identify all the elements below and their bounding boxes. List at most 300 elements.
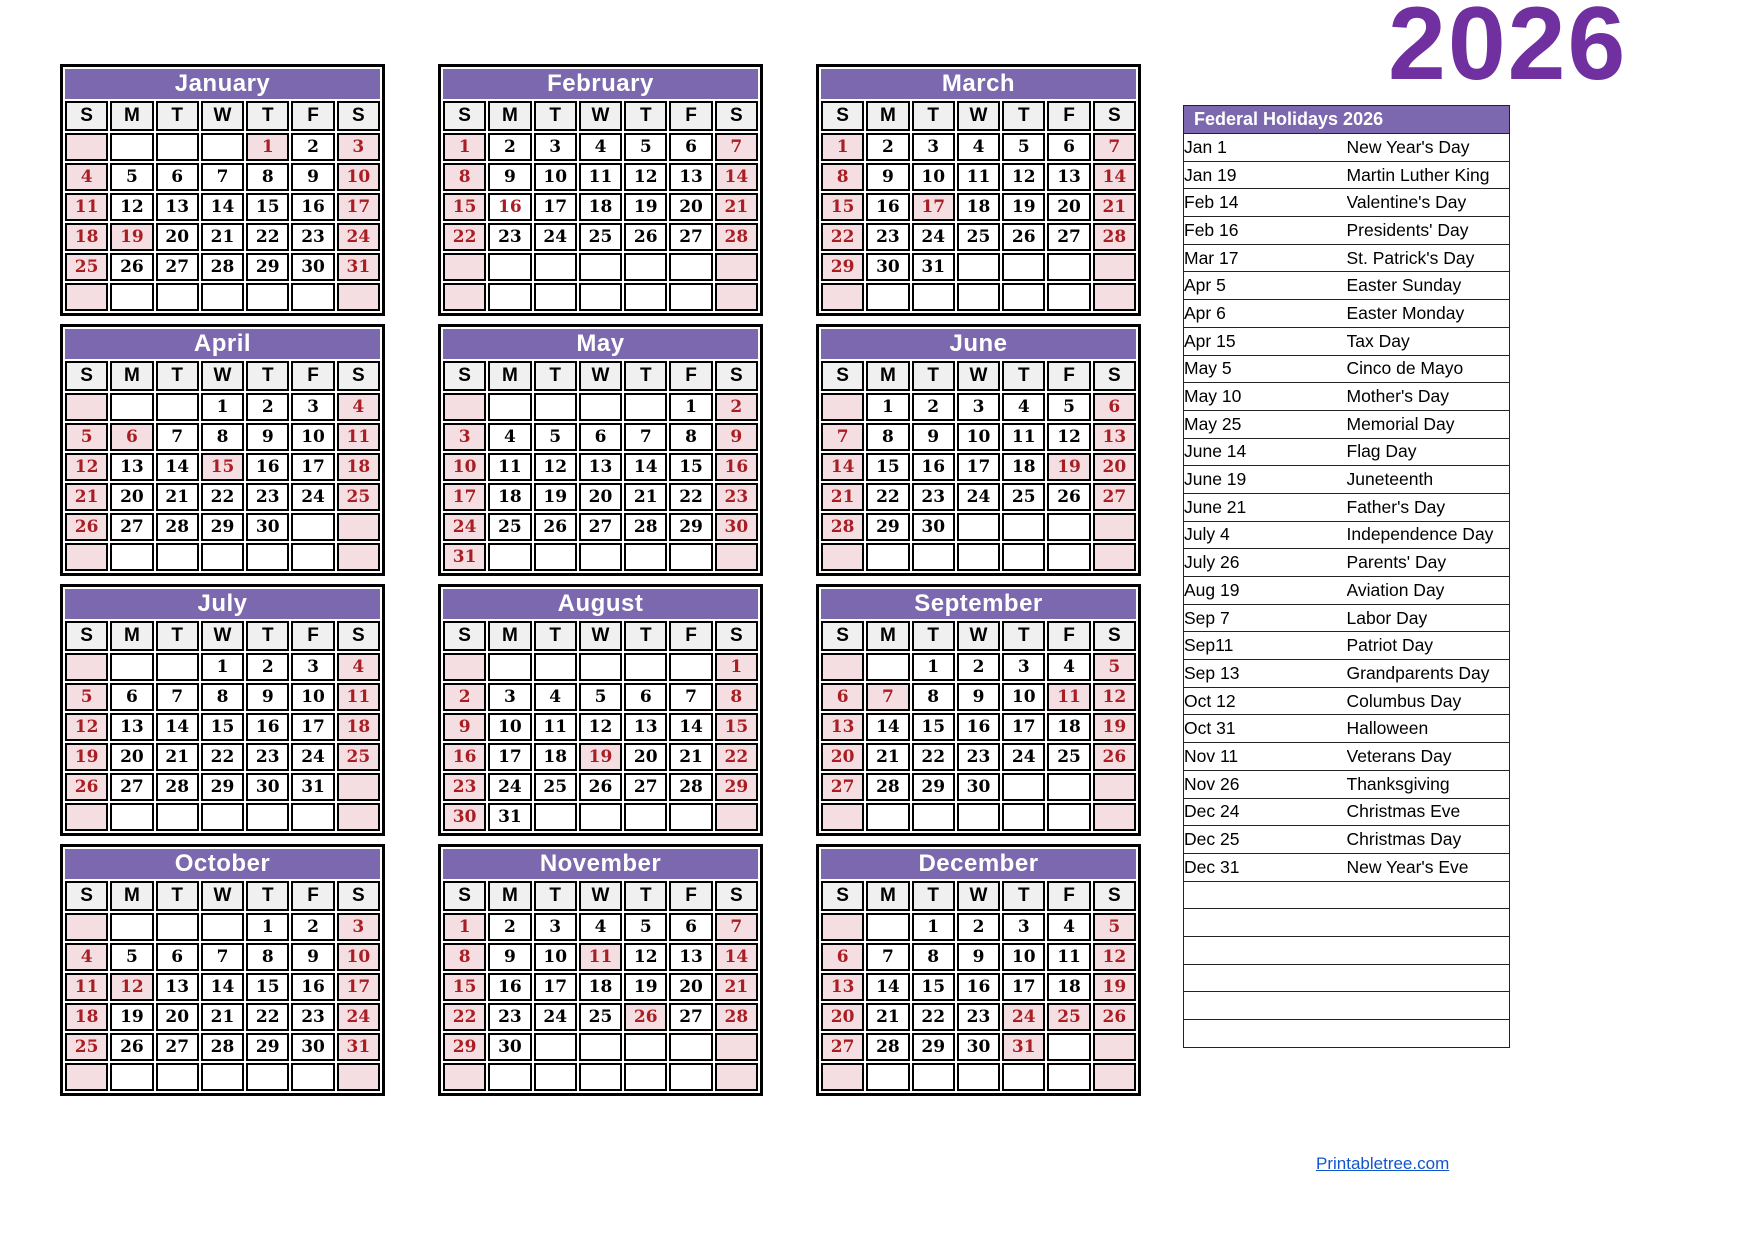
day-cell: [1002, 283, 1045, 311]
day-cell: 29: [912, 1033, 955, 1061]
day-cell: 12: [579, 713, 622, 741]
day-cell: 16: [957, 713, 1000, 741]
day-cell: 27: [156, 1033, 199, 1061]
day-cell: 21: [866, 1003, 909, 1031]
day-cell: [534, 253, 577, 281]
day-cell: 28: [669, 773, 712, 801]
weekday-header: T: [1002, 621, 1045, 651]
day-cell: 27: [110, 773, 153, 801]
day-cell: 17: [443, 483, 486, 511]
day-cell: [337, 803, 380, 831]
day-cell: 25: [1047, 1003, 1090, 1031]
holiday-date: Dec 31: [1184, 853, 1347, 881]
weekday-header: W: [201, 101, 244, 131]
day-cell: 6: [669, 913, 712, 941]
day-cell: 1: [246, 913, 289, 941]
day-cell: 24: [337, 1003, 380, 1031]
day-cell: [579, 253, 622, 281]
day-cell: 5: [1093, 913, 1136, 941]
day-cell: [65, 1063, 108, 1091]
day-cell: [1093, 1033, 1136, 1061]
day-cell: 4: [65, 163, 108, 191]
day-cell: 21: [715, 973, 758, 1001]
day-cell: [337, 513, 380, 541]
day-cell: 2: [246, 653, 289, 681]
day-cell: 9: [488, 943, 531, 971]
day-cell: 1: [443, 913, 486, 941]
day-cell: 13: [821, 973, 864, 1001]
weekday-header: F: [291, 361, 334, 391]
month-title: November: [443, 849, 758, 879]
printabletree-link[interactable]: Printabletree.com: [1316, 1154, 1450, 1173]
day-cell: 4: [337, 653, 380, 681]
day-cell: 26: [65, 513, 108, 541]
day-cell: 14: [624, 453, 667, 481]
day-cell: 6: [821, 683, 864, 711]
month-april: [60, 324, 385, 548]
holiday-name: Juneteenth: [1347, 466, 1510, 494]
day-cell: [534, 1063, 577, 1091]
day-cell: 8: [246, 163, 289, 191]
day-cell: [337, 283, 380, 311]
day-cell: 24: [1002, 743, 1045, 771]
day-cell: 16: [246, 713, 289, 741]
day-cell: [488, 253, 531, 281]
day-cell: 30: [246, 513, 289, 541]
day-cell: 27: [579, 513, 622, 541]
holiday-empty-row: [1184, 936, 1509, 964]
day-cell: [624, 283, 667, 311]
day-cell: [821, 543, 864, 571]
day-cell: [821, 393, 864, 421]
weekday-header: F: [669, 881, 712, 911]
weekday-header: T: [534, 361, 577, 391]
holiday-row: [1184, 189, 1509, 217]
day-cell: [1002, 513, 1045, 541]
holiday-date: June 21: [1184, 493, 1347, 521]
holiday-row: [1184, 715, 1509, 743]
holiday-empty-row: [1184, 909, 1509, 937]
day-cell: [957, 283, 1000, 311]
month-title: December: [821, 849, 1136, 879]
day-cell: [110, 1063, 153, 1091]
weekday-header: W: [579, 361, 622, 391]
day-cell: 16: [291, 193, 334, 221]
day-cell: [821, 913, 864, 941]
day-cell: [715, 1063, 758, 1091]
day-cell: 26: [624, 223, 667, 251]
day-cell: 14: [156, 453, 199, 481]
month-may: [438, 324, 763, 567]
day-cell: 25: [1002, 483, 1045, 511]
day-cell: [65, 133, 108, 161]
calendar-table: [60, 64, 385, 316]
day-cell: 16: [488, 193, 531, 221]
holiday-date: Feb 14: [1184, 189, 1347, 217]
weekday-header: S: [1093, 361, 1136, 391]
day-cell: [715, 803, 758, 831]
day-cell: [669, 253, 712, 281]
day-cell: 2: [488, 133, 531, 161]
day-cell: 7: [669, 683, 712, 711]
day-cell: [579, 283, 622, 311]
holiday-date: July 4: [1184, 521, 1347, 549]
day-cell: 23: [246, 743, 289, 771]
day-cell: 1: [669, 393, 712, 421]
holiday-row: [1184, 134, 1509, 162]
calendar-table: [816, 324, 1141, 576]
weekday-header: M: [110, 101, 153, 131]
day-cell: 9: [291, 163, 334, 191]
holiday-row: [1184, 244, 1509, 272]
day-cell: [246, 803, 289, 831]
day-cell: 26: [579, 773, 622, 801]
day-cell: 6: [110, 683, 153, 711]
day-cell: 6: [579, 423, 622, 451]
day-cell: 22: [443, 223, 486, 251]
holiday-name: New Year's Eve: [1347, 853, 1510, 881]
day-cell: [156, 803, 199, 831]
day-cell: 23: [715, 483, 758, 511]
day-cell: [579, 1063, 622, 1091]
day-cell: 29: [443, 1033, 486, 1061]
day-cell: 11: [579, 943, 622, 971]
day-cell: 24: [488, 773, 531, 801]
day-cell: 9: [957, 943, 1000, 971]
weekday-header: M: [488, 101, 531, 131]
day-cell: 25: [1047, 743, 1090, 771]
day-cell: [821, 283, 864, 311]
weekday-header: F: [291, 621, 334, 651]
day-cell: 29: [715, 773, 758, 801]
day-cell: [443, 283, 486, 311]
day-cell: [1093, 803, 1136, 831]
day-cell: 5: [110, 943, 153, 971]
day-cell: 2: [912, 393, 955, 421]
day-cell: 30: [957, 1033, 1000, 1061]
holiday-name: Tax Day: [1347, 327, 1510, 355]
day-cell: 11: [1002, 423, 1045, 451]
day-cell: 8: [912, 683, 955, 711]
day-cell: 6: [669, 133, 712, 161]
day-cell: 23: [291, 1003, 334, 1031]
day-cell: 27: [821, 773, 864, 801]
holiday-name: Grandparents Day: [1347, 660, 1510, 688]
day-cell: 13: [1047, 163, 1090, 191]
holiday-date: May 5: [1184, 355, 1347, 383]
holiday-empty-row: [1184, 1020, 1509, 1048]
day-cell: 20: [156, 223, 199, 251]
day-cell: 18: [65, 1003, 108, 1031]
day-cell: [156, 393, 199, 421]
day-cell: 11: [337, 683, 380, 711]
day-cell: 23: [488, 223, 531, 251]
day-cell: 4: [1002, 393, 1045, 421]
month-title: May: [443, 329, 758, 359]
day-cell: 16: [866, 193, 909, 221]
day-cell: 2: [957, 913, 1000, 941]
day-cell: [1093, 283, 1136, 311]
day-cell: 30: [443, 803, 486, 831]
month-march: [816, 64, 1141, 288]
day-cell: 22: [443, 1003, 486, 1031]
day-cell: 10: [912, 163, 955, 191]
holiday-empty-cell: [1184, 1020, 1347, 1048]
day-cell: [624, 253, 667, 281]
day-cell: [821, 653, 864, 681]
holiday-row: [1184, 355, 1509, 383]
weekday-header: T: [912, 101, 955, 131]
weekday-header: T: [624, 361, 667, 391]
day-cell: [65, 913, 108, 941]
weekday-header: F: [1047, 361, 1090, 391]
day-cell: 23: [246, 483, 289, 511]
weekday-header: W: [957, 101, 1000, 131]
holiday-empty-cell: [1184, 936, 1347, 964]
day-cell: 16: [488, 973, 531, 1001]
day-cell: 10: [291, 683, 334, 711]
day-cell: 26: [110, 1033, 153, 1061]
day-cell: [624, 393, 667, 421]
holiday-name: Labor Day: [1347, 604, 1510, 632]
holiday-date: Nov 26: [1184, 770, 1347, 798]
weekday-header: S: [821, 101, 864, 131]
day-cell: 18: [579, 193, 622, 221]
day-cell: 12: [624, 943, 667, 971]
holiday-name: New Year's Day: [1347, 134, 1510, 162]
day-cell: 28: [156, 773, 199, 801]
holiday-date: Dec 24: [1184, 798, 1347, 826]
day-cell: [669, 1063, 712, 1091]
month-january: [60, 64, 385, 288]
weekday-header: M: [110, 621, 153, 651]
weekday-header: S: [337, 101, 380, 131]
day-cell: 13: [821, 713, 864, 741]
day-cell: 30: [715, 513, 758, 541]
day-cell: 17: [291, 713, 334, 741]
weekday-header: T: [246, 361, 289, 391]
month-november: [438, 844, 763, 1068]
day-cell: 11: [65, 973, 108, 1001]
holiday-name: St. Patrick's Day: [1347, 244, 1510, 272]
day-cell: 18: [1047, 713, 1090, 741]
holiday-empty-cell: [1347, 964, 1510, 992]
weekday-header: W: [957, 361, 1000, 391]
day-cell: 5: [1047, 393, 1090, 421]
holiday-name: Martin Luther King: [1347, 161, 1510, 189]
day-cell: 19: [624, 193, 667, 221]
holiday-name: Christmas Eve: [1347, 798, 1510, 826]
day-cell: [579, 393, 622, 421]
day-cell: 30: [291, 253, 334, 281]
day-cell: 1: [715, 653, 758, 681]
day-cell: 23: [488, 1003, 531, 1031]
day-cell: 17: [488, 743, 531, 771]
day-cell: [624, 803, 667, 831]
holiday-row: [1184, 217, 1509, 245]
day-cell: [866, 653, 909, 681]
day-cell: 29: [912, 773, 955, 801]
day-cell: 20: [624, 743, 667, 771]
day-cell: 26: [1002, 223, 1045, 251]
day-cell: 16: [443, 743, 486, 771]
day-cell: [291, 803, 334, 831]
day-cell: 24: [912, 223, 955, 251]
day-cell: [201, 913, 244, 941]
day-cell: 5: [65, 423, 108, 451]
day-cell: 8: [715, 683, 758, 711]
day-cell: [1002, 773, 1045, 801]
weekday-header: F: [1047, 881, 1090, 911]
day-cell: [110, 393, 153, 421]
day-cell: [488, 543, 531, 571]
day-cell: 5: [110, 163, 153, 191]
day-cell: 9: [715, 423, 758, 451]
day-cell: [624, 1033, 667, 1061]
months-grid: [60, 64, 1141, 1068]
month-october: [60, 844, 385, 1068]
day-cell: [291, 1063, 334, 1091]
day-cell: 24: [337, 223, 380, 251]
day-cell: 16: [912, 453, 955, 481]
day-cell: 20: [669, 193, 712, 221]
day-cell: [201, 543, 244, 571]
day-cell: 7: [1093, 133, 1136, 161]
day-cell: 24: [534, 1003, 577, 1031]
holiday-date: July 26: [1184, 549, 1347, 577]
weekday-header: W: [957, 881, 1000, 911]
day-cell: 7: [821, 423, 864, 451]
day-cell: 29: [669, 513, 712, 541]
day-cell: 29: [866, 513, 909, 541]
day-cell: [1093, 543, 1136, 571]
day-cell: 3: [337, 913, 380, 941]
month-title: August: [443, 589, 758, 619]
day-cell: [337, 543, 380, 571]
weekday-header: S: [443, 361, 486, 391]
day-cell: 7: [156, 683, 199, 711]
day-cell: 15: [201, 713, 244, 741]
day-cell: [201, 133, 244, 161]
holiday-row: [1184, 410, 1509, 438]
day-cell: 3: [534, 913, 577, 941]
day-cell: 21: [156, 743, 199, 771]
day-cell: [912, 1063, 955, 1091]
day-cell: 30: [488, 1033, 531, 1061]
day-cell: 4: [1047, 653, 1090, 681]
day-cell: 4: [337, 393, 380, 421]
day-cell: 19: [1047, 453, 1090, 481]
day-cell: 4: [579, 133, 622, 161]
day-cell: 26: [1093, 1003, 1136, 1031]
day-cell: 27: [624, 773, 667, 801]
day-cell: [443, 393, 486, 421]
day-cell: 28: [624, 513, 667, 541]
holiday-name: Parents' Day: [1347, 549, 1510, 577]
day-cell: [624, 543, 667, 571]
day-cell: 27: [156, 253, 199, 281]
holiday-name: Presidents' Day: [1347, 217, 1510, 245]
day-cell: 12: [1093, 683, 1136, 711]
day-cell: 1: [443, 133, 486, 161]
day-cell: 5: [65, 683, 108, 711]
weekday-header: M: [866, 361, 909, 391]
holiday-name: Veterans Day: [1347, 743, 1510, 771]
day-cell: 30: [866, 253, 909, 281]
day-cell: [957, 803, 1000, 831]
day-cell: 9: [957, 683, 1000, 711]
day-cell: 15: [821, 193, 864, 221]
day-cell: 7: [201, 163, 244, 191]
day-cell: 2: [443, 683, 486, 711]
day-cell: 3: [488, 683, 531, 711]
day-cell: 6: [156, 943, 199, 971]
day-cell: 28: [866, 1033, 909, 1061]
day-cell: 17: [337, 193, 380, 221]
day-cell: [156, 283, 199, 311]
day-cell: 31: [488, 803, 531, 831]
weekday-header: M: [110, 361, 153, 391]
day-cell: 31: [443, 543, 486, 571]
month-title: July: [65, 589, 380, 619]
day-cell: 1: [912, 653, 955, 681]
day-cell: 6: [1093, 393, 1136, 421]
weekday-header: S: [715, 101, 758, 131]
day-cell: [156, 133, 199, 161]
weekday-header: W: [579, 621, 622, 651]
day-cell: [715, 283, 758, 311]
holiday-date: June 19: [1184, 466, 1347, 494]
holiday-row: [1184, 549, 1509, 577]
day-cell: 14: [821, 453, 864, 481]
day-cell: 31: [1002, 1033, 1045, 1061]
holiday-name: Independence Day: [1347, 521, 1510, 549]
day-cell: 1: [246, 133, 289, 161]
day-cell: [534, 283, 577, 311]
day-cell: 2: [246, 393, 289, 421]
day-cell: 15: [912, 713, 955, 741]
holiday-empty-cell: [1184, 909, 1347, 937]
day-cell: [579, 543, 622, 571]
day-cell: 2: [488, 913, 531, 941]
day-cell: 12: [1093, 943, 1136, 971]
day-cell: [443, 1063, 486, 1091]
day-cell: 25: [579, 1003, 622, 1031]
day-cell: 21: [65, 483, 108, 511]
weekday-header: T: [624, 881, 667, 911]
day-cell: 9: [443, 713, 486, 741]
weekday-header: S: [715, 881, 758, 911]
weekday-header: S: [65, 101, 108, 131]
holiday-name: Halloween: [1347, 715, 1510, 743]
day-cell: 26: [65, 773, 108, 801]
day-cell: 3: [1002, 653, 1045, 681]
day-cell: 10: [291, 423, 334, 451]
weekday-header: F: [669, 101, 712, 131]
holiday-empty-cell: [1347, 909, 1510, 937]
day-cell: [110, 543, 153, 571]
holiday-row: [1184, 521, 1509, 549]
holiday-empty-cell: [1184, 964, 1347, 992]
holiday-name: Memorial Day: [1347, 410, 1510, 438]
weekday-header: F: [1047, 621, 1090, 651]
day-cell: [1093, 513, 1136, 541]
day-cell: 3: [443, 423, 486, 451]
day-cell: 13: [669, 163, 712, 191]
holiday-empty-cell: [1347, 936, 1510, 964]
day-cell: [715, 543, 758, 571]
weekday-header: W: [201, 881, 244, 911]
